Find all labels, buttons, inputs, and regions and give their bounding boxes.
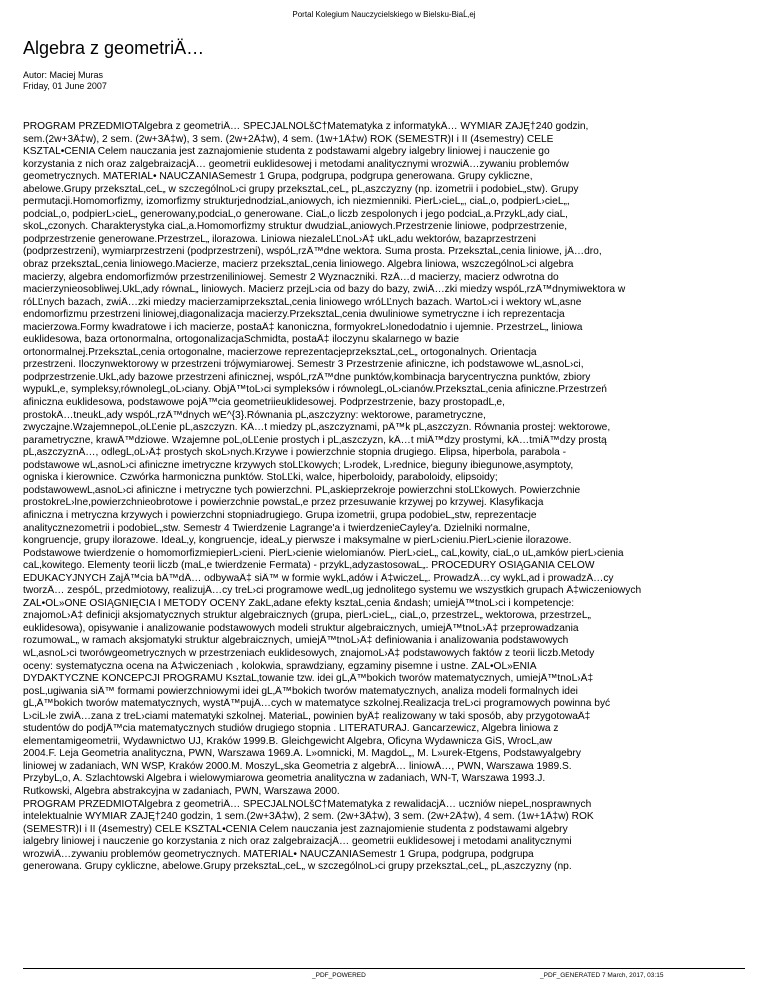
body-line: analitycznezometrii i podobieĹ„stw. Semestr 4 Twierdzenie Lagrange'a i twierdzenieCayley'a. Dzielniki normalne, [23,522,531,534]
body-line: obraz przeksztaĹ‚cenia liniowego.Macierze, macierz przeksztaĹ‚cenia liniowego. Algebra liniowa, wszczególnoĹ›ci algebra [23,259,574,271]
body-line: intelektualnie WYMIAR ZAJĘ†240 godzin, 1 sem.(2w+3Ä‡w), 2 sem. (2w+3Ä‡w), 3 sem. (2w+2Ä‡w), 4 sem. (1w+1Ä‡w) ROK [23,811,594,823]
body-line: gĹ‚Ä™bokich tworów matematycznych, wystÄ™pujÄ…cych w matematyce szkolnej.Realizacja treĹ›ci programowych powinna być [23,698,611,710]
body-line: podprzestrzenie.UkĹ‚ady bazowe przestrzeni afinicznej, wspóĹ‚rzÄ™dne punktów,kombinacja barycentryczna punktów, zbiory [23,371,591,383]
body-line: podprzestrzenie generowane.PrzestrzeĹ„ ilorazowa. Liniowa niezaleĹĽnoĹ›Ä‡ ukĹ‚adu wektorów, bazaprzestrzeni [23,233,537,245]
body-line: prostokÄ…tneukĹ‚ady wspóĹ‚rzÄ™dnych wE^{3}.Równania pĹ‚aszczyzny: wektorowe, parametryczne, [23,409,486,421]
body-line: skoĹ„czonych. Charakterystyka ciaĹ‚a.Homomorfizmy struktur dwudziaĹ‚aniowych.Przestrzenie liniowe, podprzestrzenie, [23,221,568,233]
body-line: ogniska i kierownice. Czwórka harmoniczna punktów. StoĹĽki, walce, hiperboloidy, paraboloidy, elipsoidy; [23,472,498,484]
body-line: DYDAKTYCZNE KONCEPCJI PROGRAMU KsztaĹ‚towanie tzw. idei gĹ‚Ä™bokich tworów matematycznych, umiejÄ™tnoĹ›Ä‡ [23,673,594,685]
footer-generated: _PDF_GENERATED 7 March, 2017, 03:15 [540,972,664,979]
body-line: studentów do podjÄ™cia matematycznych studiów drugiego stopnia . LITERATURAJ. Gancarzewicz, Algebra liniowa z [23,723,559,735]
body-line: róĹĽnych bazach, zwiÄ…zki miedzy macierzamiprzeksztaĹ‚cenia liniowego wróĹĽnych bazach. WartoĹ›ci i wektory wĹ‚asne [23,296,582,308]
article-body [23,121,768,874]
body-line: korzystania z nich oraz zalgebraizacjÄ… geometrii euklidesowej i metodami analitycznymi wrozwiÄ…zywaniu problemów [23,158,569,170]
body-line: ZAĹ•OĹ»ONE OSIĄGNIĘCIA I METODY OCENY ZakĹ‚adane efekty ksztaĹ‚cenia &ndash; umiejÄ™tnoĹ›ci i kompetencje: [23,597,575,609]
body-line: afiniczna i metryczna krzywych i powierzchni stopniadrugiego. Grupa izometrii, grupa podobieĹ„stw, reprezentacje [23,509,537,521]
body-line: prostokreĹ›lne,powierzchnieobrotowe i powierzchnie powstaĹ‚e przez przesuwanie krzywej po krzywej. Klasyfikacja [23,497,544,509]
body-line: macierzy, algebra endomorfizmów przestrzeniliniowej. Semestr 2 Wyznaczniki. RzÄ…d macierzy, macierz odwrotna do [23,271,559,283]
body-line: podstawowewĹ‚asnoĹ›ci afiniczne i metryczne tych powierzchni. PĹ‚askieprzekroje powierzchni stoĹĽkowych. Powierzchnie [23,484,581,496]
body-line: elementamigeometrii, Wydawnictwo UJ, Kraków 1999.B. Gleichgewicht Algebra, Oficyna Wydawnicza GiS, WrocĹ‚aw [23,735,553,747]
body-line: rozumowaĹ„ w ramach aksjomatyki struktur algebraicznych, umiejÄ™tnoĹ›Ä‡ definiowania i analizowania podstawowych [23,635,569,647]
body-line: (SEMESTR)I i II (4semestry) CELE KSZTAĹ•CENIA Celem nauczania jest zaznajomienie studenta z podstawami algebry [23,823,568,835]
body-line: podciaĹ‚o, podpierĹ›cieĹ„ generowany,podciaĹ‚o generowane. CiaĹ‚o liczb zespolonych i jego podciaĹ‚a.PrzykĹ‚ady ciaĹ‚ [23,208,568,220]
body-line: KSZTAĹ•CENIA Celem nauczania jest zaznajomienie studenta z podstawami algebry ialgebry liniowej i nauczenie go [23,146,550,158]
body-line: wypukĹ‚e, sympleksy,równolegĹ‚oĹ›ciany. ObjÄ™toĹ›ci sympleksów i równolegĹ‚oĹ›cianów.PrzeksztaĹ‚cenia afiniczne.Przestrzeń [23,384,607,396]
body-line: (podprzestrzeni), wymiarprzestrzeni (podprzestrzeni), wspóĹ‚rzÄ™dne wektora. Suma prosta. PrzeksztaĹ‚cenia liniowe, jÄ…dro, [23,246,602,258]
body-line: pĹ‚aszczyznÄ…, odlegĹ‚oĹ›Ä‡ prostych skoĹ›nych.Krzywe i powierzchnie stopnia drugiego. Elipsa, hiperbola, parabola - [23,447,567,459]
body-line: sem.(2w+3Ä‡w), 2 sem. (2w+3Ä‡w), 3 sem. (2w+2Ä‡w), 4 sem. (1w+1Ä‡w) ROK (SEMESTR)I i II (4semestry) CELE [23,133,554,145]
page-title: Algebra z geometriÄ… [23,38,205,58]
footer-powered: _PDF_POWERED [312,972,366,979]
body-line: PROGRAM PRZEDMIOTAlgebra z geometriÄ… SPECJALNOĹšĆ†Matematyka z informatykÄ… WYMIAR ZAJĘ†240 godzin, [23,121,589,132]
body-line: tworzÄ… zespóĹ‚ przedmiotowy, realizujÄ…cy treĹ›ci programowe wedĹ‚ug jednolitego systemu we wszystkich grupach Ä‡wiczeniowych [23,585,642,597]
body-line: generowana. Grupy cykliczne, abelowe.Grupy przeksztaĹ‚ceĹ„ w szczególnoĹ›ci grupy przeksztaĹ‚ceĹ„ pĹ‚aszczyzny (np. [23,861,572,873]
body-line: 2004.F. Leja Geometria analityczna, PWN, Warszawa 1969.A. Ĺ»omnicki, M. MagdoĹ„, M. Ĺ»urek-Etgens, Podstawyalgebry [23,748,581,760]
body-line: posĹ‚ugiwania siÄ™ formami powierzchniowymi idei gĹ‚Ä™bokich tworów matematycznych, analiza modeli formalnych idei [23,685,578,697]
body-line: wrozwiÄ…zywaniu problemów geometrycznych. MATERIAĹ• NAUCZANIASemestr 1 Grupa, podgrupa, podgrupa [23,848,534,860]
body-line: euklidesowa, baza ortonormalna, ortogonalizacjaSchmidta, postaÄ‡ iloczynu skalarnego w bazie [23,334,460,346]
body-line: podstawowe wĹ‚asnoĹ›ci afiniczne imetryczne krzywych stoĹĽkowych; Ĺ›rodek, Ĺ›rednice, bieguny ibiegunowe,asymptoty, [23,459,574,471]
body-line: zwyczajne.WzajemnepoĹ‚oĹĽenie pĹ‚aszczyzn. KÄ…t miedzy pĹ‚aszczyznami, pÄ™k pĹ‚aszczyzn. Równania prostej: wektorowe, [23,422,611,434]
footer-divider [23,968,745,969]
body-line: macierzowa.Formy kwadratowe i ich macierze, postaÄ‡ kanoniczna, formyokreĹ›lonedodatnio i ujemnie. PrzestrzeĹ„ liniowa [23,321,583,333]
body-line: abelowe.Grupy przeksztaĹ‚ceĹ„ w szczególnoĹ›ci grupy przeksztaĹ‚ceĹ„ pĹ‚aszczyzny (np. izometrii i podobieĹ„stw). Grupy [23,183,579,195]
body-line: macierzynieosobliwej.UkĹ‚ady równaĹ„ liniowych. Macierz przejĹ›cia od bazy do bazy, zwiÄ…zki miedzy wspóĹ‚rzÄ™dnymiwektora w [23,284,626,296]
body-line: przestrzeni. Iloczynwektorowy w przestrzeni trójwymiarowej. Semestr 3 Przestrzenie afiniczne, ich podstawowe wĹ‚asnoĹ›ci, [23,359,584,371]
body-line: liniowej w zadaniach, WN WSP, Kraków 2000.M. MoszyĹ„ska Geometria z algebrÄ… liniowÄ…, PWN, Warszawa 1989.S. [23,760,572,772]
body-line: geometrycznych. MATERIAĹ• NAUCZANIASemestr 1 Grupa, podgrupa, podgrupa generowana. Grupy cykliczne, [23,171,533,183]
body-line: znajomoĹ›Ä‡ definicji aksjomatycznych struktur algebraicznych (grupa, pierĹ›cieĹ„, ciaĹ‚o, przestrzeĹ„ wektorowa, przestrzeĹ„ [23,610,591,622]
author-line: Autor: Maciej Muras [23,70,104,80]
body-line: endomorfizmu przestrzeni liniowej,diagonalizacja macierzy.PrzeksztaĹ‚cenia dwuliniowe symetryczne i ich reprezentacja [23,309,565,321]
body-line: oceny: systematyczna ocena na Ä‡wiczeniach , kolokwia, sprawdziany, egzaminy pisemne i ustne. ZAĹ•OĹ»ENIA [23,660,537,672]
body-line: euklidesowa), opisywanie i analizowanie podstawowych modeli struktur algebraicznych, umiejÄ™tnoĹ›Ä‡ przeprowadzania [23,622,579,634]
body-line: ialgebry liniowej i nauczenie go korzystania z nich oraz zalgebraizacjÄ… geometrii euklidesowej i metodami analitycznymi [23,836,572,848]
article-meta [23,70,107,92]
body-line: ortonormalnej.PrzeksztaĹ‚cenia ortogonalne, macierzowe reprezentacjeprzeksztaĹ‚ceĹ„ ortogonalnych. Orientacja [23,346,537,358]
body-line: caĹ‚kowitego. Elementy teorii liczb (maĹ‚e twierdzenie Fermata) - przykĹ‚adyzastosowaĹ„. PROCEDURY OSIĄGANIA CELÓW [23,560,595,572]
body-line: wĹ‚asnoĹ›ci tworówgeometrycznych w przestrzeniach euklidesowych, znajomoĹ›Ä‡ podstawowych faktów z teorii liczb.Metody [23,647,595,659]
site-header: Portal Kolegium Nauczycielskiego w Bielsku-BiaĹ‚ej [292,10,476,19]
body-line: kongruencje, grupy ilorazowe. IdeaĹ‚y, kongruencje, ideaĹ‚y pierwsze i maksymalne w pierĹ›cieniu.PierĹ›cienie ilorazowe. [23,535,572,547]
body-line: permutacji.Homomorfizmy, izomorfizmy strukturjednodziaĹ‚aniowych, ich niezmienniki. PierĹ›cieĹ„, ciaĹ‚o, podpierĹ›cieĹ„, [23,196,570,208]
date-line: Friday, 01 June 2007 [23,81,107,91]
body-line: Podstawowe twierdzenie o homomorfizmiepierĹ›cieni. PierĹ›cienie wielomianów. PierĹ›cieĹ„ caĹ‚kowity, ciaĹ‚o uĹ‚amków pierĹ›cienia [23,547,624,559]
body-line: PROGRAM PRZEDMIOTAlgebra z geometriÄ… SPECJALNOĹšĆ†Matematyka z rewalidacjÄ… uczniów niepeĹ‚nosprawnych [23,798,592,810]
body-line: Rutkowski, Algebra abstrakcyjna w zadaniach, PWN, Warszawa 2000. [23,785,340,797]
body-line: parametryczne, krawÄ™dziowe. Wzajemne poĹ‚oĹĽenie prostych i pĹ‚aszczyzn, kÄ…t miÄ™dzy prostymi, kÄ…tmiÄ™dzy prostą [23,434,607,446]
body-line: afiniczna euklidesowa, podstawowe pojÄ™cia geometriieuklidesowej. Podprzestrzenie, bazy prostopadĹ‚e, [23,397,505,409]
body-line: PrzybyĹ‚o, A. Szlachtowski Algebra i wielowymiarowa geometria analityczna w zadaniach, WN-T, Warszawa 1993.J. [23,773,546,785]
body-line: EDUKACYJNYCH ZajÄ™cia bÄ™dÄ… odbywaÄ‡ siÄ™ w formie wykĹ‚adów i Ä‡wiczeĹ„. ProwadzÄ…cy wykĹ‚ad i prowadzÄ…cy [23,572,614,584]
body-line: Ĺ›ciĹ›le zwiÄ…zana z treĹ›ciami matematyki szkolnej. MateriaĹ‚ powinien byÄ‡ realizowany w taki sposób, aby przygotowaÄ‡ [23,710,591,722]
